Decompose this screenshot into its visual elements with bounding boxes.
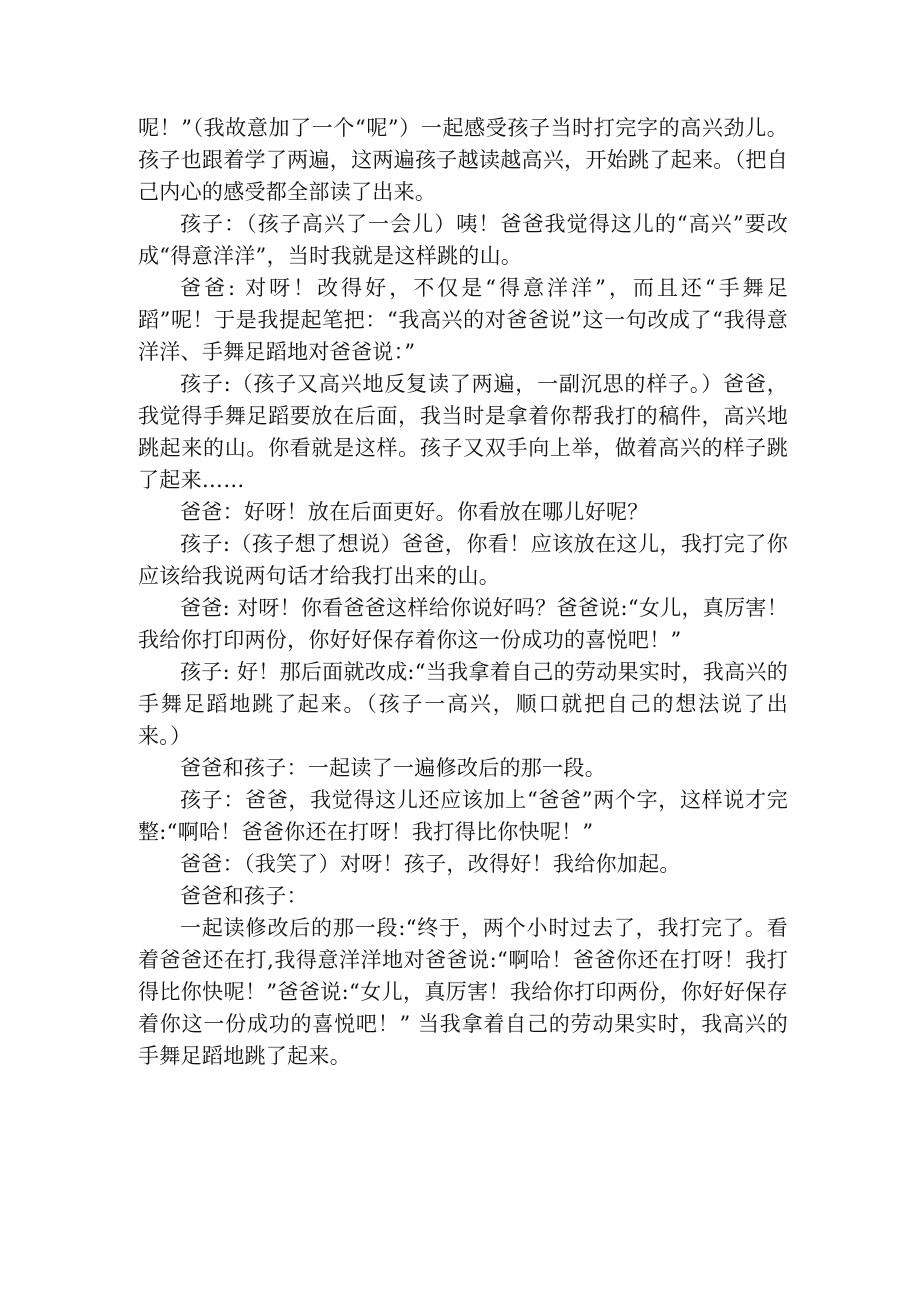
paragraph-2: 孩子：（孩子高兴了一会儿）咦！爸爸我觉得这儿的“高兴”要改成“得意洋洋”，当时我就是这样跳的山。 xyxy=(138,212,788,268)
paragraph-5: 爸爸：好呀！放在后面更好。你看放在哪儿好呢？ xyxy=(180,500,649,524)
paragraph-12: 爸爸和孩子： xyxy=(180,884,308,908)
paragraph-10: 孩子：爸爸，我觉得这儿还应该加上“爸爸”两个字，这样说才完整:“啊哈！爸爸你还在打呀！我打得比你快呢！” xyxy=(138,788,788,844)
paragraph-9: 爸爸和孩子：一起读了一遍修改后的那一段。 xyxy=(180,756,606,780)
paragraph-6: 孩子:（孩子想了想说）爸爸，你看！应该放在这儿，我打完了你应该给我说两句话才给我打出来的山。 xyxy=(138,532,788,588)
paragraph-4: 孩子:（孩子又高兴地反复读了两遍，一副沉思的样子。）爸爸，我觉得手舞足蹈要放在后面，我当时是拿着你帮我打的稿件，高兴地跳起来的山。你看就是这样。孩子又双手向上举，做着高兴的样子跳了起来…… xyxy=(138,372,788,492)
document-body xyxy=(138,112,788,1072)
paragraph-8: 孩子: 好！那后面就改成:“当我拿着自己的劳动果实时，我高兴的手舞足蹈地跳了起来。（孩子一高兴，顺口就把自己的想法说了出来。） xyxy=(138,660,788,748)
paragraph-1: 呢！”（我故意加了一个“呢”）一起感受孩子当时打完字的高兴劲儿。孩子也跟着学了两遍，这两遍孩子越读越高兴，开始跳了起来。（把自己内心的感受都全部读了出来。 xyxy=(138,116,788,204)
paragraph-7: 爸爸: 对呀！你看爸爸这样给你说好吗？爸爸说:“女儿，真厉害！我给你打印两份，你好好保存着你这一份成功的喜悦吧！” xyxy=(138,596,788,652)
paragraph-11: 爸爸：（我笑了）对呀！孩子，改得好！我给你加起。 xyxy=(180,852,681,876)
paragraph-13: 一起读修改后的那一段:“终于，两个小时过去了，我打完了。看着爸爸还在打,我得意洋洋地对爸爸说:“啊哈！爸爸你还在打呀！我打得比你快呢！”爸爸说:“女儿，真厉害！我给你打印两份，你好好保存着你这一份成功的喜悦吧！” 当我拿着自己的劳动果实时，我高兴的手舞足蹈地跳了起来。 xyxy=(138,916,788,1068)
paragraph-3: 爸爸: 对呀！改得好，不仅是“得意洋洋”，而且还“手舞足蹈”呢！于是我提起笔把：“我高兴的对爸爸说”这一句改成了“我得意洋洋、手舞足蹈地对爸爸说：” xyxy=(138,276,788,364)
